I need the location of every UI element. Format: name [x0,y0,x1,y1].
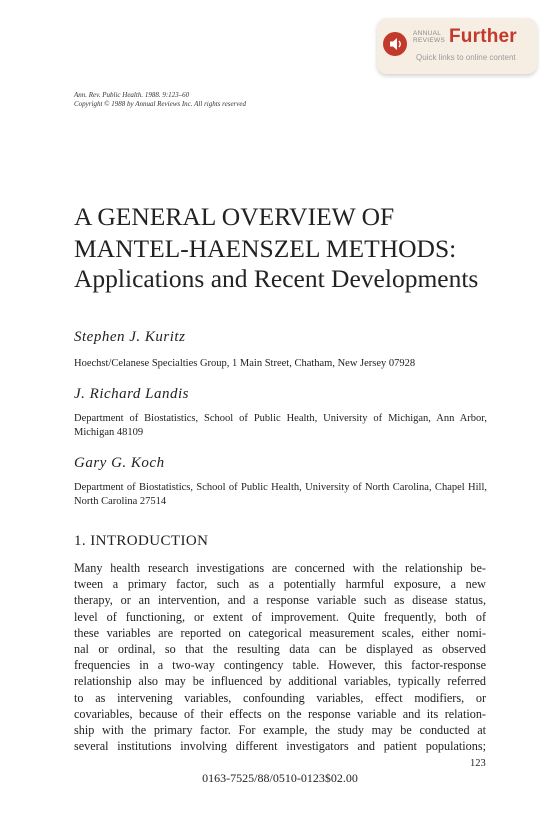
body-paragraph [74,560,486,754]
badge-subtitle: Quick links to online content [416,53,516,62]
body-line: nal or ordinal, so that the resulting data can be displayed as observed [74,641,486,656]
body-line: covariables, because of their effects on the response variable and its relation- [74,706,486,721]
body-line: Many health research investigations are concerned with the relationship be- [74,561,486,575]
body-line: to as intervening variables, confounding variables, effect modifiers, or [74,690,486,705]
body-line: ship with the primary factor. For example, the study may be conducted at [74,722,486,737]
badge-annual-label: ANNUAL [413,30,442,37]
title-line-1: A GENERAL OVERVIEW OF [74,202,395,231]
body-line: therapy, or an intervention, and a response variable such as disease status, [74,593,486,608]
author-name: Gary G. Koch [74,455,165,471]
page-number: 123 [470,758,486,769]
body-line: relationship also may be influenced by additional variables, typically referred [74,674,486,689]
body-line: several institutions involving different investigators and patient populations; [74,739,486,754]
title-line-2: MANTEL-HAENSZEL METHODS: [74,234,457,263]
citation-line-2: Copyright © 1988 by Annual Reviews Inc. All rights reserved [74,100,246,108]
section-heading: 1. INTRODUCTION [74,533,209,549]
speaker-icon [383,32,407,56]
author-name: J. Richard Landis [74,386,190,402]
author-name: Stephen J. Kuritz [74,329,186,345]
citation-line-1: Ann. Rev. Public Health. 1988. 9:123–60 [74,91,190,99]
author-affiliation: Department of Biostatistics, School of Public Health, University of North Carolina, Chapel Hill, North Carolina 27514 [74,482,487,507]
body-line: these variables are reported on categorical measurement scales, either nomi- [74,625,486,640]
body-line: level of functioning, or extent of improvement. Quite frequently, both of [74,609,486,624]
badge-further-label: Further [449,26,517,47]
body-line: tween a primary factor, such as a potentially harmful exposure, a new [74,577,486,592]
footer-code: 0163-7525/88/0510-0123$02.00 [202,771,358,785]
author-affiliation: Department of Biostatistics, School of Public Health, University of Michigan, Ann Arbor, Michigan 48109 [74,413,487,438]
badge-reviews-label: REVIEWS [413,37,446,44]
author-affiliation: Hoechst/Celanese Specialties Group, 1 Main Street, Chatham, New Jersey 07928 [74,358,416,369]
annual-reviews-further-badge[interactable] [377,18,537,74]
title-line-3: Applications and Recent Developments [74,264,479,293]
body-line: frequencies in a two-way contingency table. However, this factor-response [74,658,486,673]
